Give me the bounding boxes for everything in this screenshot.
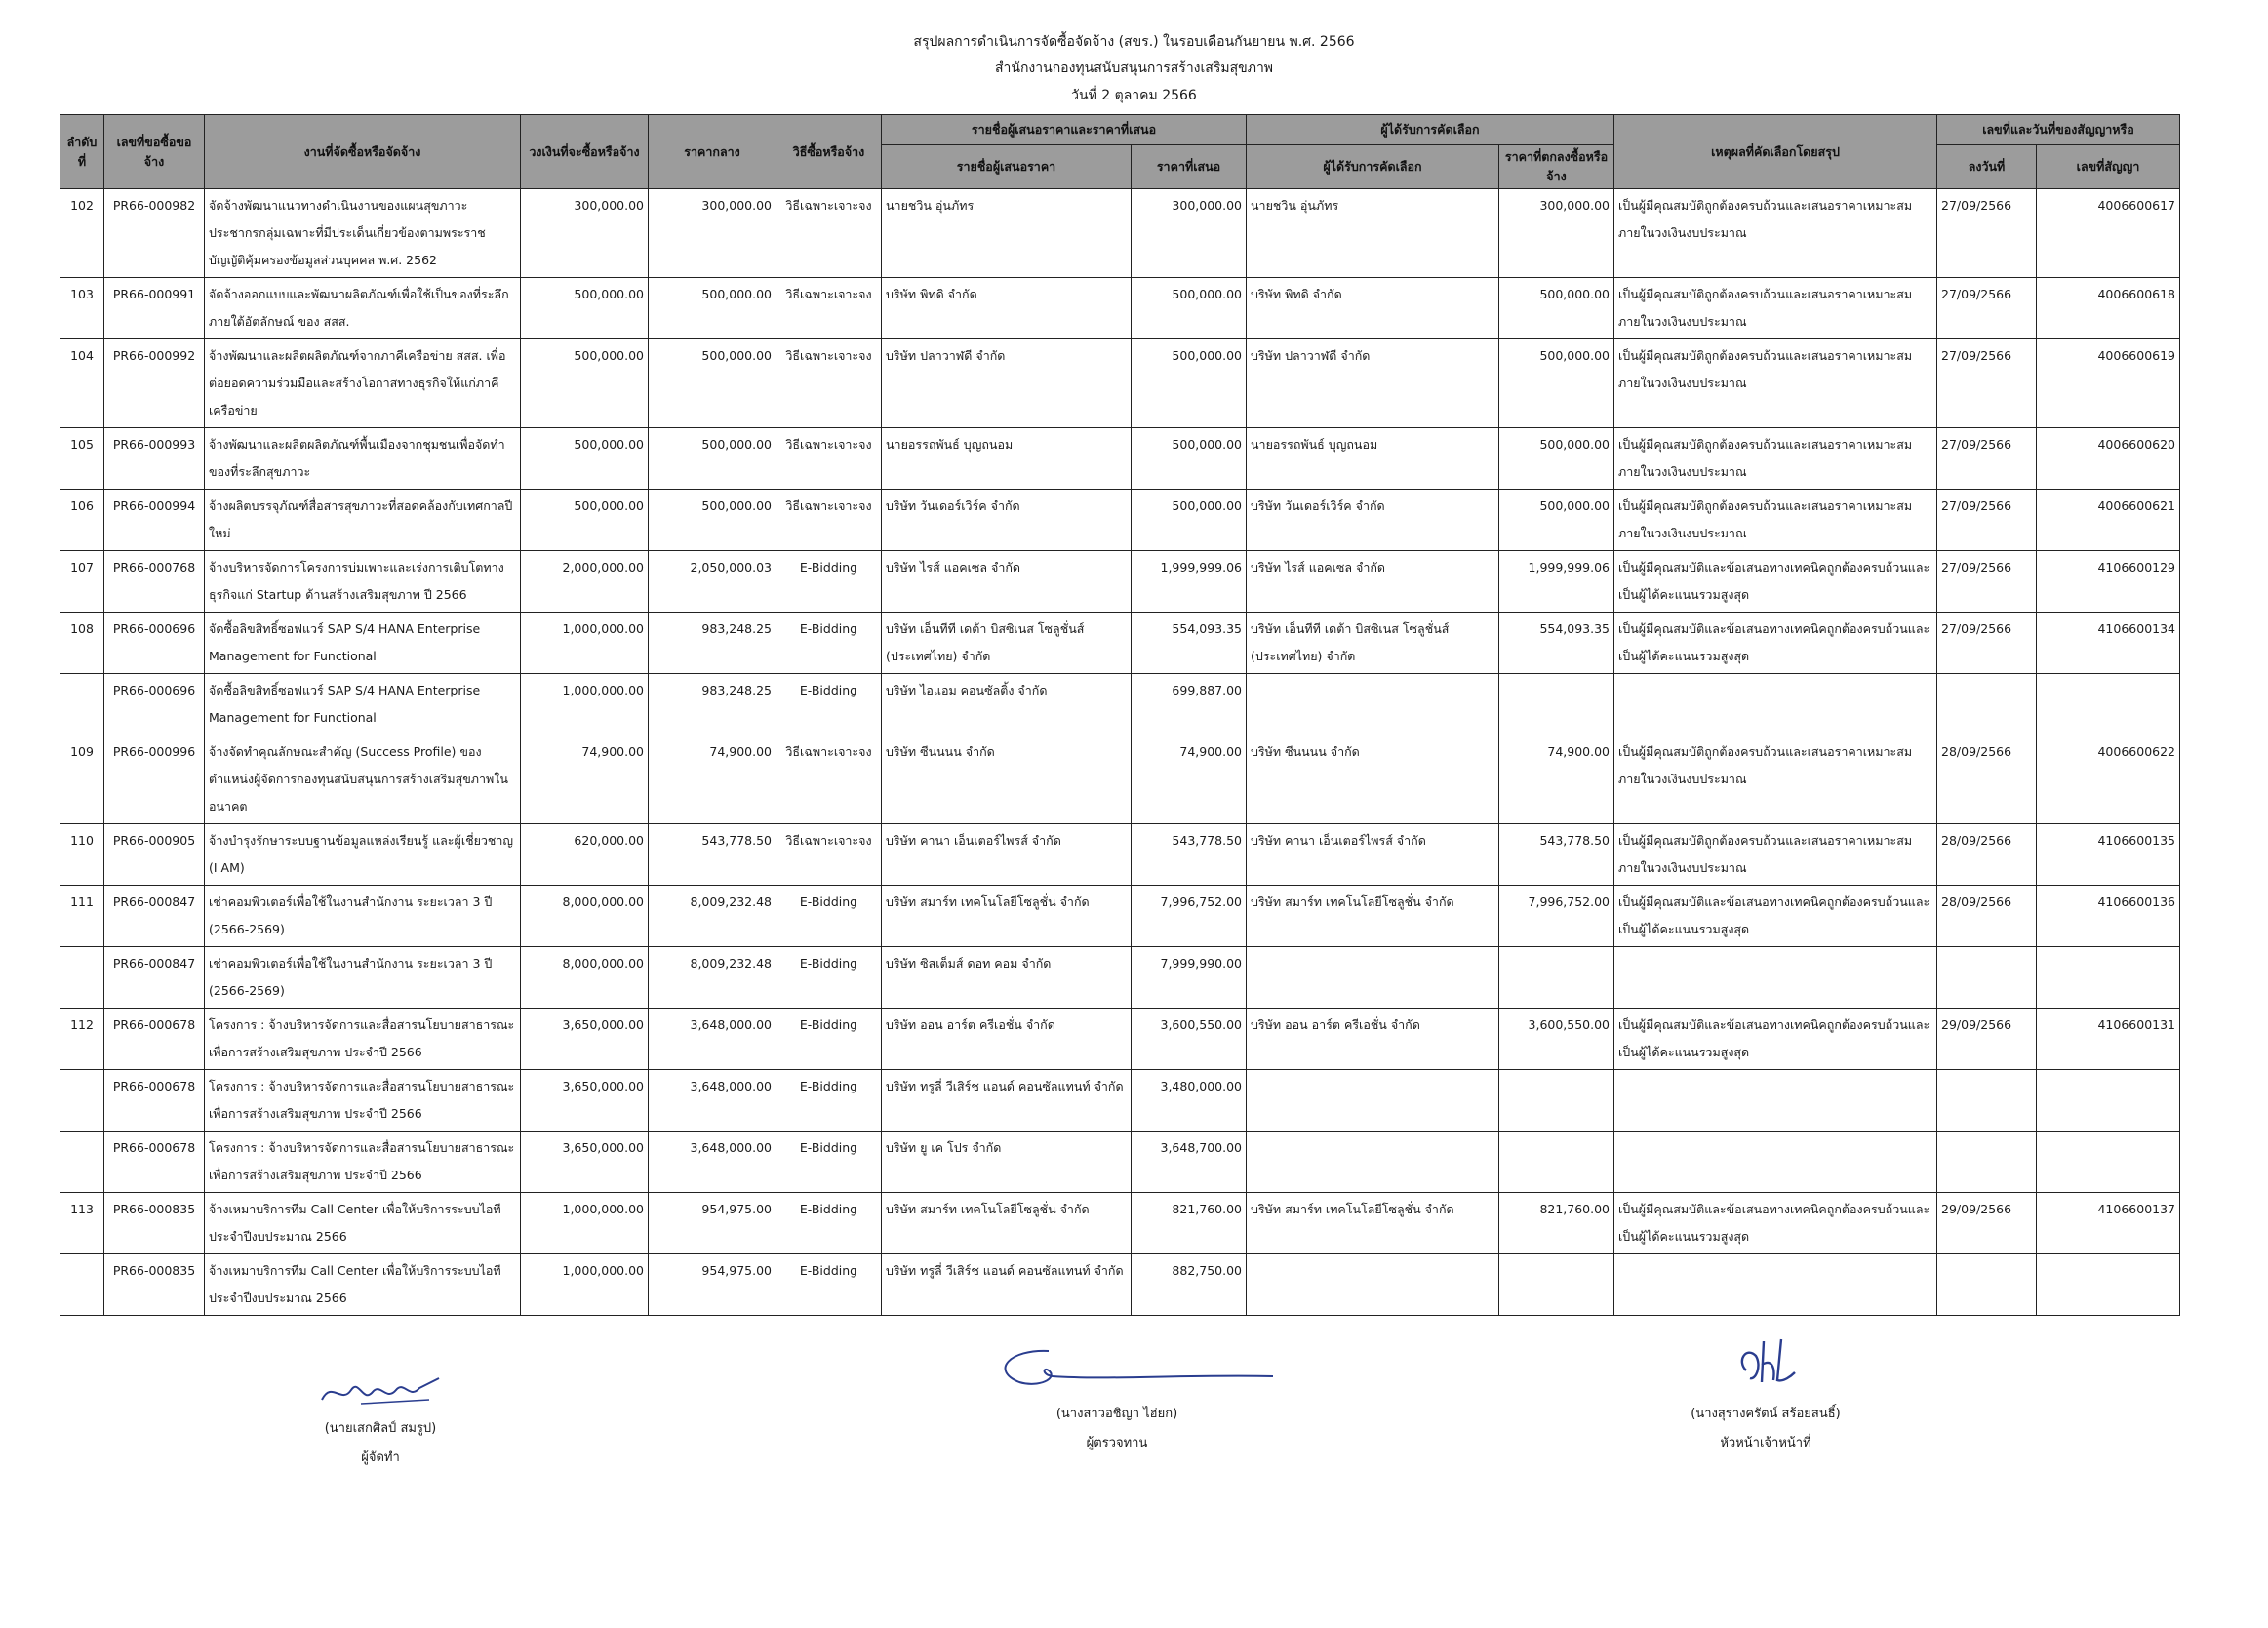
bid-price: 3,480,000.00: [1132, 1070, 1247, 1132]
procurement-method: E-Bidding: [776, 674, 882, 735]
agreed-price: 821,760.00: [1499, 1193, 1614, 1254]
work-description: จัดซื้อลิขสิทธิ์ซอฟแวร์ SAP S/4 HANA Enterprise Management for Functional: [205, 613, 521, 674]
pr-number: PR66-000982: [104, 189, 205, 278]
selection-reason: เป็นผู้มีคุณสมบัติถูกต้องครบถ้วนและเสนอราคาเหมาะสมภายในวงเงินงบประมาณ: [1614, 490, 1937, 551]
table-row: [60, 674, 2180, 735]
header-budget: วงเงินที่จะซื้อหรือจ้าง: [521, 115, 649, 189]
contract-date: 27/09/2566: [1937, 613, 2037, 674]
work-description: จ้างบำรุงรักษาระบบฐานข้อมูลแหล่งเรียนรู้ และผู้เชี่ยวชาญ (I AM): [205, 824, 521, 886]
median-price: 983,248.25: [649, 613, 776, 674]
median-price: 543,778.50: [649, 824, 776, 886]
budget-amount: 300,000.00: [521, 189, 649, 278]
contract-date: 28/09/2566: [1937, 886, 2037, 947]
pr-number: PR66-000696: [104, 674, 205, 735]
table-row: [60, 1193, 2180, 1254]
row-number: [60, 674, 104, 735]
row-number: 102: [60, 189, 104, 278]
pr-number: PR66-000678: [104, 1070, 205, 1132]
row-number: [60, 1254, 104, 1316]
selection-reason: เป็นผู้มีคุณสมบัติถูกต้องครบถ้วนและเสนอราคาเหมาะสมภายในวงเงินงบประมาณ: [1614, 189, 1937, 278]
signature-block-head-officer: [1619, 1331, 1912, 1458]
row-number: [60, 1132, 104, 1193]
selected-vendor: บริษัท วันเดอร์เวิร์ค จำกัด: [1247, 490, 1499, 551]
selection-reason: เป็นผู้มีคุณสมบัติและข้อเสนอทางเทคนิคถูกต้องครบถ้วนและเป็นผู้ได้คะแนนรวมสูงสุด: [1614, 886, 1937, 947]
agreed-price: 3,600,550.00: [1499, 1009, 1614, 1070]
header-no: ลำดับที่: [60, 115, 104, 189]
header-contract-no: เลขที่สัญญา: [2037, 145, 2180, 189]
median-price: 954,975.00: [649, 1193, 776, 1254]
contract-number: 4106600129: [2037, 551, 2180, 613]
table-row: [60, 189, 2180, 278]
selected-vendor: [1247, 1132, 1499, 1193]
work-description: เช่าคอมพิวเตอร์เพื่อใช้ในงานสำนักงาน ระยะเวลา 3 ปี (2566-2569): [205, 947, 521, 1009]
header-median: ราคากลาง: [649, 115, 776, 189]
procurement-method: วิธีเฉพาะเจาะจง: [776, 189, 882, 278]
bidder-name: บริษัท ไรส์ แอคเซล จำกัด: [882, 551, 1132, 613]
selection-reason: เป็นผู้มีคุณสมบัติถูกต้องครบถ้วนและเสนอราคาเหมาะสมภายในวงเงินงบประมาณ: [1614, 824, 1937, 886]
contract-number: 4006600620: [2037, 428, 2180, 490]
bid-price: 500,000.00: [1132, 339, 1247, 428]
selected-vendor: นายอรรถพันธ์ บุญถนอม: [1247, 428, 1499, 490]
pr-number: PR66-000847: [104, 886, 205, 947]
bidder-name: บริษัท ยู เค โปร จำกัด: [882, 1132, 1132, 1193]
selected-vendor: บริษัท ไรส์ แอคเซล จำกัด: [1247, 551, 1499, 613]
header-date: ลงวันที่: [1937, 145, 2037, 189]
median-price: 500,000.00: [649, 278, 776, 339]
median-price: 2,050,000.03: [649, 551, 776, 613]
median-price: 500,000.00: [649, 339, 776, 428]
contract-number: [2037, 674, 2180, 735]
selection-reason: เป็นผู้มีคุณสมบัติถูกต้องครบถ้วนและเสนอราคาเหมาะสมภายในวงเงินงบประมาณ: [1614, 339, 1937, 428]
signer-name: (นายเสกศิลป์ สมรูป): [324, 1421, 437, 1436]
procurement-method: วิธีเฉพาะเจาะจง: [776, 490, 882, 551]
table-row: [60, 613, 2180, 674]
signature-block-reviewer: [912, 1331, 1322, 1458]
budget-amount: 1,000,000.00: [521, 674, 649, 735]
contract-date: 27/09/2566: [1937, 278, 2037, 339]
contract-number: [2037, 1132, 2180, 1193]
selected-vendor: [1247, 1070, 1499, 1132]
bidder-name: บริษัท ซีนนนน จำกัด: [882, 735, 1132, 824]
bidder-name: บริษัท ทรูลี่ วีเสิร์ช แอนด์ คอนซัลแทนท์ จำกัด: [882, 1070, 1132, 1132]
work-description: โครงการ : จ้างบริหารจัดการและสื่อสารนโยบายสาธารณะเพื่อการสร้างเสริมสุขภาพ ประจำปี 2566: [205, 1070, 521, 1132]
table-row: [60, 1132, 2180, 1193]
selection-reason: เป็นผู้มีคุณสมบัติและข้อเสนอทางเทคนิคถูกต้องครบถ้วนและเป็นผู้ได้คะแนนรวมสูงสุด: [1614, 613, 1937, 674]
bid-price: 882,750.00: [1132, 1254, 1247, 1316]
bidder-name: บริษัท เอ็นทีที เดต้า บิสซิเนส โซลูชั่นส์ (ประเทศไทย) จำกัด: [882, 613, 1132, 674]
work-description: จ้างเหมาบริการทีม Call Center เพื่อให้บริการระบบไอที ประจำปีงบประมาณ 2566: [205, 1254, 521, 1316]
bidder-name: บริษัท วันเดอร์เวิร์ค จำกัด: [882, 490, 1132, 551]
median-price: 983,248.25: [649, 674, 776, 735]
procurement-method: วิธีเฉพาะเจาะจง: [776, 339, 882, 428]
agreed-price: [1499, 1254, 1614, 1316]
median-price: 954,975.00: [649, 1254, 776, 1316]
median-price: 3,648,000.00: [649, 1070, 776, 1132]
budget-amount: 500,000.00: [521, 490, 649, 551]
procurement-method: วิธีเฉพาะเจาะจง: [776, 278, 882, 339]
signature-block-preparer: [273, 1361, 488, 1473]
work-description: จัดซื้อลิขสิทธิ์ซอฟแวร์ SAP S/4 HANA Enterprise Management for Functional: [205, 674, 521, 735]
document-title: สรุปผลการดำเนินการจัดซื้อจัดจ้าง (สขร.) ในรอบเดือนกันยายน พ.ศ. 2566: [913, 34, 1355, 50]
contract-date: 27/09/2566: [1937, 428, 2037, 490]
contract-number: 4106600134: [2037, 613, 2180, 674]
agreed-price: [1499, 674, 1614, 735]
table-row: [60, 735, 2180, 824]
bid-price: 3,648,700.00: [1132, 1132, 1247, 1193]
bidder-name: บริษัท พิทดิ จำกัด: [882, 278, 1132, 339]
bid-price: 500,000.00: [1132, 490, 1247, 551]
bidder-name: บริษัท ปลาวาฬดี จำกัด: [882, 339, 1132, 428]
row-number: 106: [60, 490, 104, 551]
contract-date: [1937, 947, 2037, 1009]
selected-vendor: นายชวิน อุ่นภัทร: [1247, 189, 1499, 278]
selected-vendor: [1247, 947, 1499, 1009]
contract-date: 27/09/2566: [1937, 339, 2037, 428]
contract-date: 29/09/2566: [1937, 1009, 2037, 1070]
header-method: วิธีซื้อหรือจ้าง: [776, 115, 882, 189]
budget-amount: 3,650,000.00: [521, 1009, 649, 1070]
pr-number: PR66-000994: [104, 490, 205, 551]
contract-number: 4106600136: [2037, 886, 2180, 947]
contract-date: 27/09/2566: [1937, 490, 2037, 551]
work-description: จ้างพัฒนาและผลิตผลิตภัณฑ์จากภาคีเครือข่าย สสส. เพื่อต่อยอดความร่วมมือและสร้างโอกาสทางธุรกิจให้แก่ภาคีเครือข่าย: [205, 339, 521, 428]
work-description: จ้างจัดทำคุณลักษณะสำคัญ (Success Profile) ของตำแหน่งผู้จัดการกองทุนสนับสนุนการสร้างเสริมสุขภาพในอนาคต: [205, 735, 521, 824]
row-number: [60, 947, 104, 1009]
procurement-method: วิธีเฉพาะเจาะจง: [776, 735, 882, 824]
work-description: จัดจ้างออกแบบและพัฒนาผลิตภัณฑ์เพื่อใช้เป็นของที่ระลึกภายใต้อัตลักษณ์ ของ สสส.: [205, 278, 521, 339]
procurement-method: วิธีเฉพาะเจาะจง: [776, 428, 882, 490]
agreed-price: 74,900.00: [1499, 735, 1614, 824]
procurement-method: E-Bidding: [776, 1254, 882, 1316]
signer-role: หัวหน้าเจ้าหน้าที่: [1720, 1436, 1811, 1450]
selected-vendor: [1247, 1254, 1499, 1316]
median-price: 8,009,232.48: [649, 886, 776, 947]
procurement-method: E-Bidding: [776, 551, 882, 613]
pr-number: PR66-000835: [104, 1254, 205, 1316]
selection-reason: [1614, 1132, 1937, 1193]
table-row: [60, 1009, 2180, 1070]
header-work: งานที่จัดซื้อหรือจัดจ้าง: [205, 115, 521, 189]
budget-amount: 1,000,000.00: [521, 1193, 649, 1254]
work-description: จัดจ้างพัฒนาแนวทางดำเนินงานของแผนสุขภาวะประชากรกลุ่มเฉพาะที่มีประเด็นเกี่ยวข้องตามพระราชบัญญัติคุ้มครองข้อมูลส่วนบุคคล พ.ศ. 2562: [205, 189, 521, 278]
table-row: [60, 1070, 2180, 1132]
row-number: 109: [60, 735, 104, 824]
selected-vendor: บริษัท สมาร์ท เทคโนโลยีโซลูชั่น จำกัด: [1247, 886, 1499, 947]
selection-reason: เป็นผู้มีคุณสมบัติถูกต้องครบถ้วนและเสนอราคาเหมาะสมภายในวงเงินงบประมาณ: [1614, 735, 1937, 824]
work-description: โครงการ : จ้างบริหารจัดการและสื่อสารนโยบายสาธารณะเพื่อการสร้างเสริมสุขภาพ ประจำปี 2566: [205, 1009, 521, 1070]
contract-date: [1937, 1070, 2037, 1132]
selection-reason: [1614, 947, 1937, 1009]
median-price: 3,648,000.00: [649, 1009, 776, 1070]
agreed-price: 500,000.00: [1499, 339, 1614, 428]
selection-reason: เป็นผู้มีคุณสมบัติและข้อเสนอทางเทคนิคถูกต้องครบถ้วนและเป็นผู้ได้คะแนนรวมสูงสุด: [1614, 1193, 1937, 1254]
handwritten-signature: [951, 1331, 1283, 1400]
table-body: [60, 189, 2180, 1316]
selected-vendor: บริษัท ซีนนนน จำกัด: [1247, 735, 1499, 824]
bid-price: 7,999,990.00: [1132, 947, 1247, 1009]
bidder-name: บริษัท สมาร์ท เทคโนโลยีโซลูชั่น จำกัด: [882, 1193, 1132, 1254]
pr-number: PR66-000993: [104, 428, 205, 490]
header-selected-name: ผู้ได้รับการคัดเลือก: [1247, 145, 1499, 189]
median-price: 3,648,000.00: [649, 1132, 776, 1193]
organization-name: สำนักงานกองทุนสนับสนุนการสร้างเสริมสุขภาพ: [994, 60, 1274, 76]
row-number: 103: [60, 278, 104, 339]
budget-amount: 8,000,000.00: [521, 947, 649, 1009]
contract-date: [1937, 1132, 2037, 1193]
selection-reason: เป็นผู้มีคุณสมบัติและข้อเสนอทางเทคนิคถูกต้องครบถ้วนและเป็นผู้ได้คะแนนรวมสูงสุด: [1614, 551, 1937, 613]
bid-price: 554,093.35: [1132, 613, 1247, 674]
pr-number: PR66-000835: [104, 1193, 205, 1254]
work-description: เช่าคอมพิวเตอร์เพื่อใช้ในงานสำนักงาน ระยะเวลา 3 ปี (2566-2569): [205, 886, 521, 947]
pr-number: PR66-000996: [104, 735, 205, 824]
row-number: 112: [60, 1009, 104, 1070]
work-description: จ้างผลิตบรรจุภัณฑ์สื่อสารสุขภาวะที่สอดคล้องกับเทศกาลปีใหม่: [205, 490, 521, 551]
table-header: [60, 115, 2180, 189]
contract-number: [2037, 1254, 2180, 1316]
table-row: [60, 278, 2180, 339]
header-bid-price: ราคาที่เสนอ: [1132, 145, 1247, 189]
contract-number: 4006600621: [2037, 490, 2180, 551]
procurement-method: E-Bidding: [776, 1070, 882, 1132]
agreed-price: 500,000.00: [1499, 490, 1614, 551]
contract-date: 27/09/2566: [1937, 189, 2037, 278]
selected-vendor: [1247, 674, 1499, 735]
budget-amount: 620,000.00: [521, 824, 649, 886]
pr-number: PR66-000905: [104, 824, 205, 886]
agreed-price: [1499, 1070, 1614, 1132]
procurement-method: E-Bidding: [776, 1009, 882, 1070]
pr-number: PR66-000678: [104, 1009, 205, 1070]
work-description: จ้างพัฒนาและผลิตผลิตภัณฑ์พื้นเมืองจากชุมชนเพื่อจัดทำของที่ระลึกสุขภาวะ: [205, 428, 521, 490]
procurement-table: [60, 114, 2180, 1316]
selection-reason: [1614, 1070, 1937, 1132]
pr-number: PR66-000768: [104, 551, 205, 613]
agreed-price: 1,999,999.06: [1499, 551, 1614, 613]
bidder-name: บริษัท สมาร์ท เทคโนโลยีโซลูชั่น จำกัด: [882, 886, 1132, 947]
agreed-price: 300,000.00: [1499, 189, 1614, 278]
selection-reason: เป็นผู้มีคุณสมบัติถูกต้องครบถ้วนและเสนอราคาเหมาะสมภายในวงเงินงบประมาณ: [1614, 428, 1937, 490]
pr-number: PR66-000991: [104, 278, 205, 339]
median-price: 8,009,232.48: [649, 947, 776, 1009]
agreed-price: 500,000.00: [1499, 428, 1614, 490]
procurement-method: E-Bidding: [776, 1132, 882, 1193]
median-price: 74,900.00: [649, 735, 776, 824]
row-number: 105: [60, 428, 104, 490]
bid-price: 543,778.50: [1132, 824, 1247, 886]
handwritten-signature: [302, 1361, 458, 1414]
budget-amount: 8,000,000.00: [521, 886, 649, 947]
selected-vendor: บริษัท คานา เอ็นเตอร์ไพรส์ จำกัด: [1247, 824, 1499, 886]
selected-vendor: บริษัท พิทดิ จำกัด: [1247, 278, 1499, 339]
work-description: จ้างเหมาบริการทีม Call Center เพื่อให้บริการระบบไอที ประจำปีงบประมาณ 2566: [205, 1193, 521, 1254]
pr-number: PR66-000678: [104, 1132, 205, 1193]
contract-number: 4006600617: [2037, 189, 2180, 278]
bid-price: 7,996,752.00: [1132, 886, 1247, 947]
budget-amount: 500,000.00: [521, 428, 649, 490]
median-price: 500,000.00: [649, 428, 776, 490]
budget-amount: 74,900.00: [521, 735, 649, 824]
contract-number: [2037, 1070, 2180, 1132]
bidder-name: บริษัท ออน อาร์ต ครีเอชั่น จำกัด: [882, 1009, 1132, 1070]
budget-amount: 3,650,000.00: [521, 1132, 649, 1193]
pr-number: PR66-000847: [104, 947, 205, 1009]
signer-name: (นางสาวอชิญา ไฮ่ยก): [1055, 1407, 1178, 1421]
pr-number: PR66-000992: [104, 339, 205, 428]
signer-role: ผู้จัดทำ: [361, 1450, 400, 1465]
row-number: 113: [60, 1193, 104, 1254]
bidder-name: นายอรรถพันธ์ บุญถนอม: [882, 428, 1132, 490]
table-row: [60, 339, 2180, 428]
procurement-method: E-Bidding: [776, 886, 882, 947]
bidder-name: บริษัท ไอแอม คอนซัลติ้ง จำกัด: [882, 674, 1132, 735]
contract-date: [1937, 1254, 2037, 1316]
contract-date: 29/09/2566: [1937, 1193, 2037, 1254]
row-number: 111: [60, 886, 104, 947]
bidder-name: นายชวิน อุ่นภัทร: [882, 189, 1132, 278]
header-reason: เหตุผลที่คัดเลือกโดยสรุป: [1614, 115, 1937, 189]
row-number: [60, 1070, 104, 1132]
bidder-name: บริษัท ซิสเต็มส์ ดอท คอม จำกัด: [882, 947, 1132, 1009]
bid-price: 300,000.00: [1132, 189, 1247, 278]
selected-vendor: บริษัท เอ็นทีที เดต้า บิสซิเนส โซลูชั่นส์ (ประเทศไทย) จำกัด: [1247, 613, 1499, 674]
row-number: 107: [60, 551, 104, 613]
contract-number: 4006600619: [2037, 339, 2180, 428]
selected-vendor: บริษัท สมาร์ท เทคโนโลยีโซลูชั่น จำกัด: [1247, 1193, 1499, 1254]
budget-amount: 3,650,000.00: [521, 1070, 649, 1132]
row-number: 110: [60, 824, 104, 886]
header-agreed-price: ราคาที่ตกลงซื้อหรือจ้าง: [1499, 145, 1614, 189]
agreed-price: 7,996,752.00: [1499, 886, 1614, 947]
budget-amount: 1,000,000.00: [521, 1254, 649, 1316]
selection-reason: [1614, 674, 1937, 735]
contract-number: 4106600135: [2037, 824, 2180, 886]
selected-vendor: บริษัท ปลาวาฬดี จำกัด: [1247, 339, 1499, 428]
budget-amount: 1,000,000.00: [521, 613, 649, 674]
bid-price: 699,887.00: [1132, 674, 1247, 735]
signer-role: ผู้ตรวจทาน: [1086, 1436, 1148, 1450]
contract-date: 28/09/2566: [1937, 735, 2037, 824]
row-number: 108: [60, 613, 104, 674]
contract-date: [1937, 674, 2037, 735]
table-row: [60, 947, 2180, 1009]
row-number: 104: [60, 339, 104, 428]
budget-amount: 500,000.00: [521, 339, 649, 428]
work-description: โครงการ : จ้างบริหารจัดการและสื่อสารนโยบายสาธารณะเพื่อการสร้างเสริมสุขภาพ ประจำปี 2566: [205, 1132, 521, 1193]
procurement-method: วิธีเฉพาะเจาะจง: [776, 824, 882, 886]
contract-number: 4106600131: [2037, 1009, 2180, 1070]
agreed-price: [1499, 947, 1614, 1009]
bid-price: 1,999,999.06: [1132, 551, 1247, 613]
agreed-price: 543,778.50: [1499, 824, 1614, 886]
header-bidder-name: รายชื่อผู้เสนอราคา: [882, 145, 1132, 189]
agreed-price: 554,093.35: [1499, 613, 1614, 674]
budget-amount: 500,000.00: [521, 278, 649, 339]
table-row: [60, 490, 2180, 551]
header-bidders-group: รายชื่อผู้เสนอราคาและราคาที่เสนอ: [882, 115, 1247, 145]
contract-number: 4106600137: [2037, 1193, 2180, 1254]
table-row: [60, 551, 2180, 613]
bid-price: 500,000.00: [1132, 428, 1247, 490]
selection-reason: เป็นผู้มีคุณสมบัติและข้อเสนอทางเทคนิคถูกต้องครบถ้วนและเป็นผู้ได้คะแนนรวมสูงสุด: [1614, 1009, 1937, 1070]
contract-number: 4006600622: [2037, 735, 2180, 824]
contract-date: 28/09/2566: [1937, 824, 2037, 886]
table-row: [60, 824, 2180, 886]
bid-price: 821,760.00: [1132, 1193, 1247, 1254]
bid-price: 74,900.00: [1132, 735, 1247, 824]
header-pr: เลขที่ขอซื้อขอจ้าง: [104, 115, 205, 189]
agreed-price: [1499, 1132, 1614, 1193]
bidder-name: บริษัท ทรูลี่ วีเสิร์ช แอนด์ คอนซัลแทนท์ จำกัด: [882, 1254, 1132, 1316]
contract-date: 27/09/2566: [1937, 551, 2037, 613]
selected-vendor: บริษัท ออน อาร์ต ครีเอชั่น จำกัด: [1247, 1009, 1499, 1070]
agreed-price: 500,000.00: [1499, 278, 1614, 339]
contract-number: 4006600618: [2037, 278, 2180, 339]
selection-reason: เป็นผู้มีคุณสมบัติถูกต้องครบถ้วนและเสนอราคาเหมาะสมภายในวงเงินงบประมาณ: [1614, 278, 1937, 339]
contract-number: [2037, 947, 2180, 1009]
header-selected-group: ผู้ได้รับการคัดเลือก: [1247, 115, 1614, 145]
header-contract-group: เลขที่และวันที่ของสัญญาหรือ: [1937, 115, 2180, 145]
signer-name: (นางสุรางครัตน์ สร้อยสนธิ์): [1691, 1407, 1841, 1421]
table-row: [60, 1254, 2180, 1316]
document-date: วันที่ 2 ตุลาคม 2566: [1071, 88, 1197, 103]
selection-reason: [1614, 1254, 1937, 1316]
procurement-method: E-Bidding: [776, 1193, 882, 1254]
table-row: [60, 428, 2180, 490]
budget-amount: 2,000,000.00: [521, 551, 649, 613]
procurement-method: E-Bidding: [776, 947, 882, 1009]
bidder-name: บริษัท คานา เอ็นเตอร์ไพรส์ จำกัด: [882, 824, 1132, 886]
bid-price: 3,600,550.00: [1132, 1009, 1247, 1070]
median-price: 500,000.00: [649, 490, 776, 551]
work-description: จ้างบริหารจัดการโครงการบ่มเพาะและเร่งการเติบโตทางธุรกิจแก่ Startup ด้านสร้างเสริมสุขภาพ ปี 2566: [205, 551, 521, 613]
bid-price: 500,000.00: [1132, 278, 1247, 339]
procurement-method: E-Bidding: [776, 613, 882, 674]
pr-number: PR66-000696: [104, 613, 205, 674]
handwritten-signature: [1717, 1331, 1814, 1400]
median-price: 300,000.00: [649, 189, 776, 278]
table-row: [60, 886, 2180, 947]
